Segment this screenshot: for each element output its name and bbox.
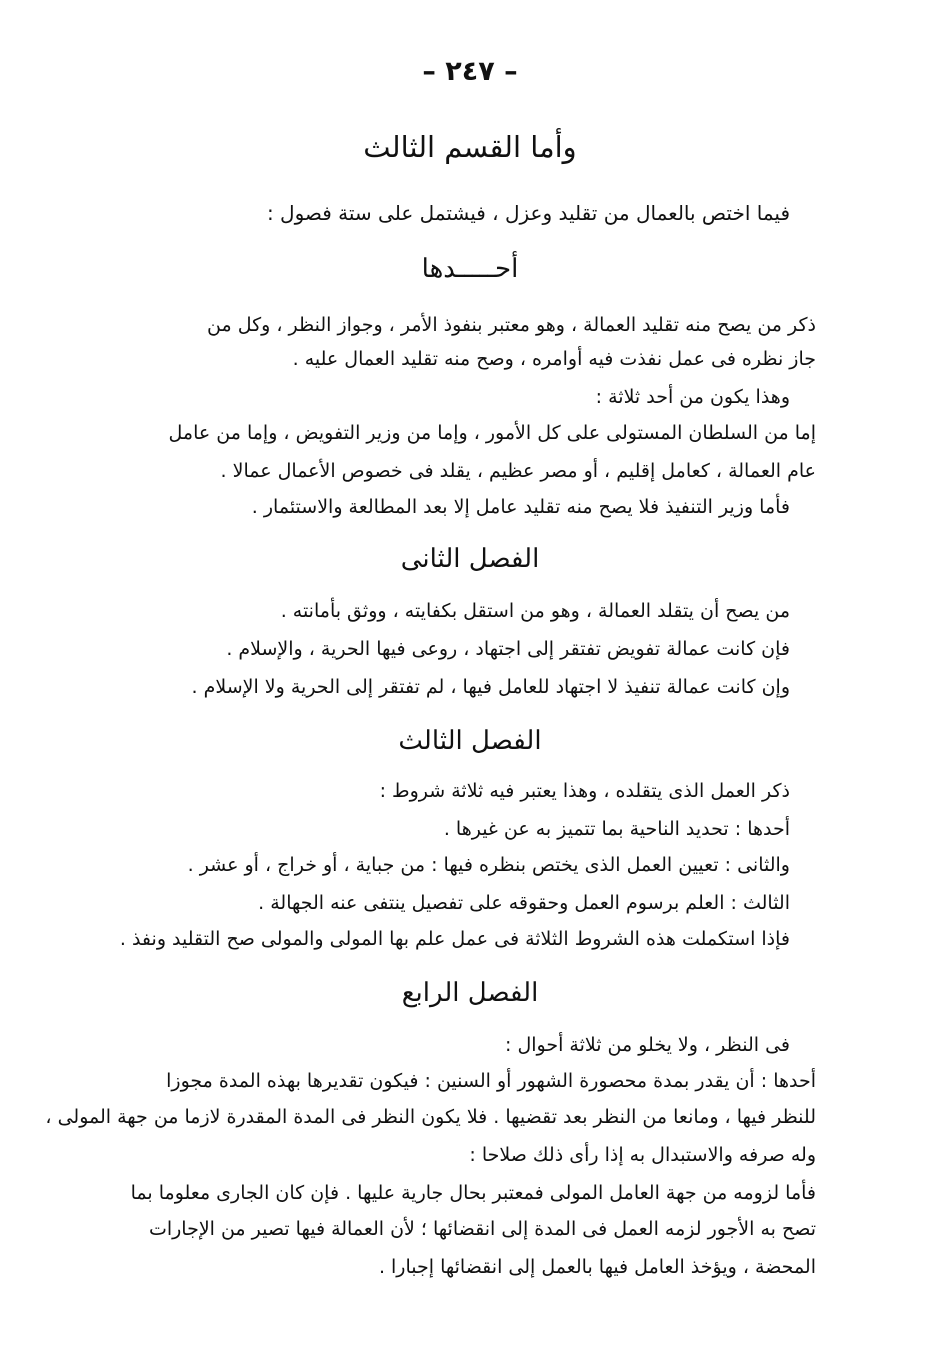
chapter-4-title: الفصل الرابع	[401, 978, 539, 1008]
chapter-4-line: وله صرفه والاستبدال به إذا رأى ذلك صلاحا :	[469, 1144, 816, 1166]
chapter-1-line: فأما وزير التنفيذ فلا يصح منه تقليد عامل إلا بعد المطالعة والاستئمار .	[251, 496, 790, 518]
chapter-1-line: إما من السلطان المستولى على كل الأمور ، وإما من وزير التفويض ، وإما من عامل	[168, 422, 816, 444]
chapter-3-line: أحدها : تحديد الناحية بما تتميز به عن غيرها .	[443, 818, 790, 840]
chapter-1-line: ذكر من يصح منه تقليد العمالة ، وهو معتبر بنفوذ الأمر ، وجواز النظر ، وكل من	[207, 314, 816, 336]
chapter-4-line: فى النظر ، ولا يخلو من ثلاثة أحوال :	[505, 1034, 790, 1056]
chapter-3-line: والثانى : تعيين العمل الذى يختص بنظره فيها : من جباية ، أو خراج ، أو عشر .	[187, 854, 790, 876]
chapter-1-line: وهذا يكون من أحد ثلاثة :	[595, 386, 790, 408]
chapter-2-line: فإن كانت عمالة تفويض تفتقر إلى اجتهاد ، روعى فيها الحرية ، والإسلام .	[226, 638, 790, 660]
chapter-1-line: جاز نظره فى عمل نفذت فيه أوامره ، وصح منه تقليد العمال عليه .	[292, 348, 816, 370]
chapter-4-line: للنظر فيها ، ومانعا من النظر بعد تقضيها . فلا يكون النظر فى المدة المقدرة لازما من جهة المولى ،	[45, 1106, 816, 1128]
chapter-1-title: أحـــــدها	[421, 254, 519, 284]
chapter-4-line: فأما لزومه من جهة العامل المولى فمعتبر بحال جارية عليها . فإن كان الجارى معلوما بما	[130, 1182, 816, 1204]
chapter-2-line: وإن كانت عمالة تنفيذ لا اجتهاد للعامل فيها ، لم تفتقر إلى الحرية ولا الإسلام .	[191, 676, 790, 698]
page-number: – ٢٤٧ –	[422, 56, 518, 87]
chapter-4-line: المحضة ، ويؤخذ العامل فيها بالعمل إلى انقضائها إجبارا .	[378, 1256, 816, 1278]
chapter-3-line: الثالث : العلم برسوم العمل وحقوقه على تفصيل ينتفى عنه الجهالة .	[258, 892, 790, 914]
chapter-2-line: من يصح أن يتقلد العمالة ، وهو من استقل بكفايته ، ووثق بأمانته .	[280, 600, 790, 622]
section-intro: فيما اختص بالعمال من تقليد وعزل ، فيشتمل على ستة فصول :	[266, 201, 790, 225]
chapter-3-line: فإذا استكملت هذه الشروط الثلاثة فى عمل علم بها المولى والمولى صح التقليد ونفذ .	[119, 928, 790, 950]
chapter-1-line: عام العمالة ، كعامل إقليم ، أو مصر عظيم ، يقلد فى خصوص الأعمال عمالا .	[220, 460, 816, 482]
chapter-3-line: ذكر العمل الذى يتقلده ، وهذا يعتبر فيه ثلاثة شروط :	[379, 780, 790, 802]
section-title: وأما القسم الثالث	[363, 130, 577, 164]
chapter-2-title: الفصل الثانى	[400, 544, 540, 574]
chapter-4-line: أحدها : أن يقدر بمدة محصورة الشهور أو السنين : فيكون تقديرها بهذه المدة مجوزا	[166, 1070, 816, 1092]
chapter-4-line: تصح به الأجور لزمه العمل فى المدة إلى انقضائها ؛ لأن العمالة فيها تصير من الإجارات	[148, 1218, 816, 1240]
chapter-3-title: الفصل الثالث	[398, 726, 542, 756]
